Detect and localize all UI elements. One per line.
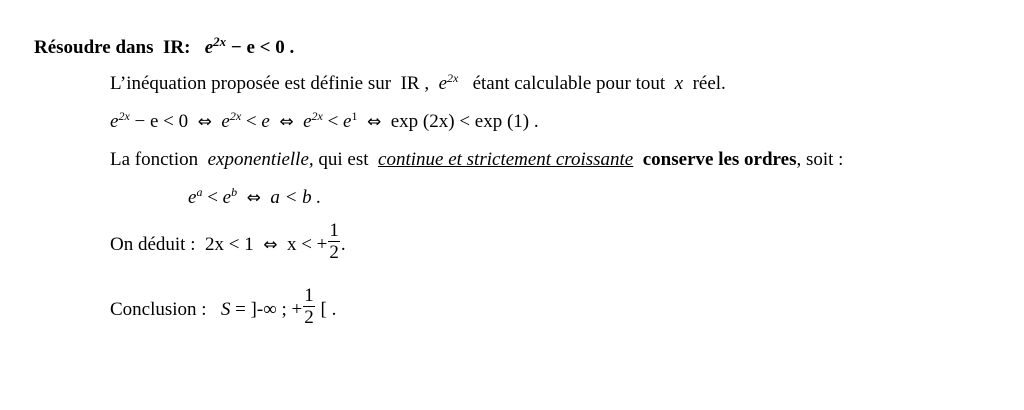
chain-e-right: e <box>261 111 270 132</box>
domain-text-b: étant calculable pour tout <box>472 73 666 94</box>
order-b: b <box>231 185 238 199</box>
deduction-rhs: x < + <box>286 233 328 255</box>
chain-lt2: < <box>245 111 257 132</box>
one-half-fraction <box>328 221 340 262</box>
fraction-numerator: 1 <box>329 220 339 241</box>
conclusion-lead: Conclusion : <box>110 298 207 320</box>
domain-set-symbol: IR <box>400 73 420 94</box>
conclusion-end: [ . <box>320 298 337 320</box>
conclusion-line <box>110 285 337 331</box>
chain-e4: e <box>343 111 352 132</box>
title-inequality: − e < 0 . <box>230 37 295 58</box>
domain-text-c: réel. <box>692 73 726 94</box>
chain-part1: − e < 0 <box>134 111 189 132</box>
mono-bold: conserve les ordres <box>642 149 797 170</box>
fraction-denominator: 2 <box>304 307 314 328</box>
order-a: a <box>196 185 203 199</box>
title-exp: 2x <box>213 34 227 49</box>
title-lead: Résoudre dans <box>34 37 154 58</box>
order-e1: e <box>188 187 197 208</box>
equivalence-chain <box>110 109 539 132</box>
order-e2: e <box>222 187 232 208</box>
mono-italic-word: exponentielle, <box>207 149 314 170</box>
domain-statement <box>110 71 726 94</box>
domain-var-x: x <box>674 73 684 94</box>
solution-set-symbol: S <box>220 298 231 320</box>
domain-comma: , <box>424 73 430 94</box>
title-set-symbol: IR <box>162 37 185 58</box>
one-half-fraction <box>303 286 315 327</box>
chain-part4: exp (2x) < exp (1) . <box>390 111 539 132</box>
deduction-lead: On déduit : <box>110 233 196 255</box>
chain-exp4: 1 <box>351 109 358 123</box>
chain-exp3: 2x <box>311 109 323 123</box>
chain-lt3: < <box>327 111 339 132</box>
chain-e1: e <box>110 111 119 132</box>
deduction-line <box>110 220 346 266</box>
equivalence-arrow-icon: ⇔ <box>197 112 212 132</box>
monotonicity-statement <box>110 150 843 169</box>
chain-exp1: 2x <box>118 109 130 123</box>
mono-text-b: qui est <box>318 149 369 170</box>
equivalence-arrow-icon: ⇔ <box>279 112 294 132</box>
deduction-lhs: 2x < 1 <box>205 233 254 255</box>
fraction-denominator: 2 <box>329 242 339 263</box>
equivalence-arrow-icon: ⇔ <box>246 188 261 208</box>
chain-e3: e <box>303 111 312 132</box>
mono-text-a: La fonction <box>110 149 199 170</box>
order-lt: < <box>207 187 218 208</box>
domain-e: e <box>438 73 447 94</box>
domain-text-a: L’inéquation proposée est définie sur <box>110 73 392 94</box>
mono-underlined: continue et strictement croissante <box>378 149 634 170</box>
deduction-end: . <box>340 233 346 255</box>
equivalence-arrow-icon: ⇔ <box>263 234 278 255</box>
title-colon: : <box>184 37 191 58</box>
exercise-title <box>34 34 295 58</box>
order-rhs: a < b . <box>270 187 322 208</box>
equivalence-arrow-icon: ⇔ <box>366 112 382 132</box>
mono-text-c: , soit : <box>796 149 844 170</box>
domain-exp: 2x <box>447 71 459 85</box>
fraction-numerator: 1 <box>304 285 314 306</box>
order-property <box>188 185 322 208</box>
chain-e2: e <box>221 111 230 132</box>
solution-interval: = ]-∞ ; + <box>235 298 303 320</box>
chain-exp2: 2x <box>229 109 242 123</box>
title-e: e <box>204 37 214 58</box>
